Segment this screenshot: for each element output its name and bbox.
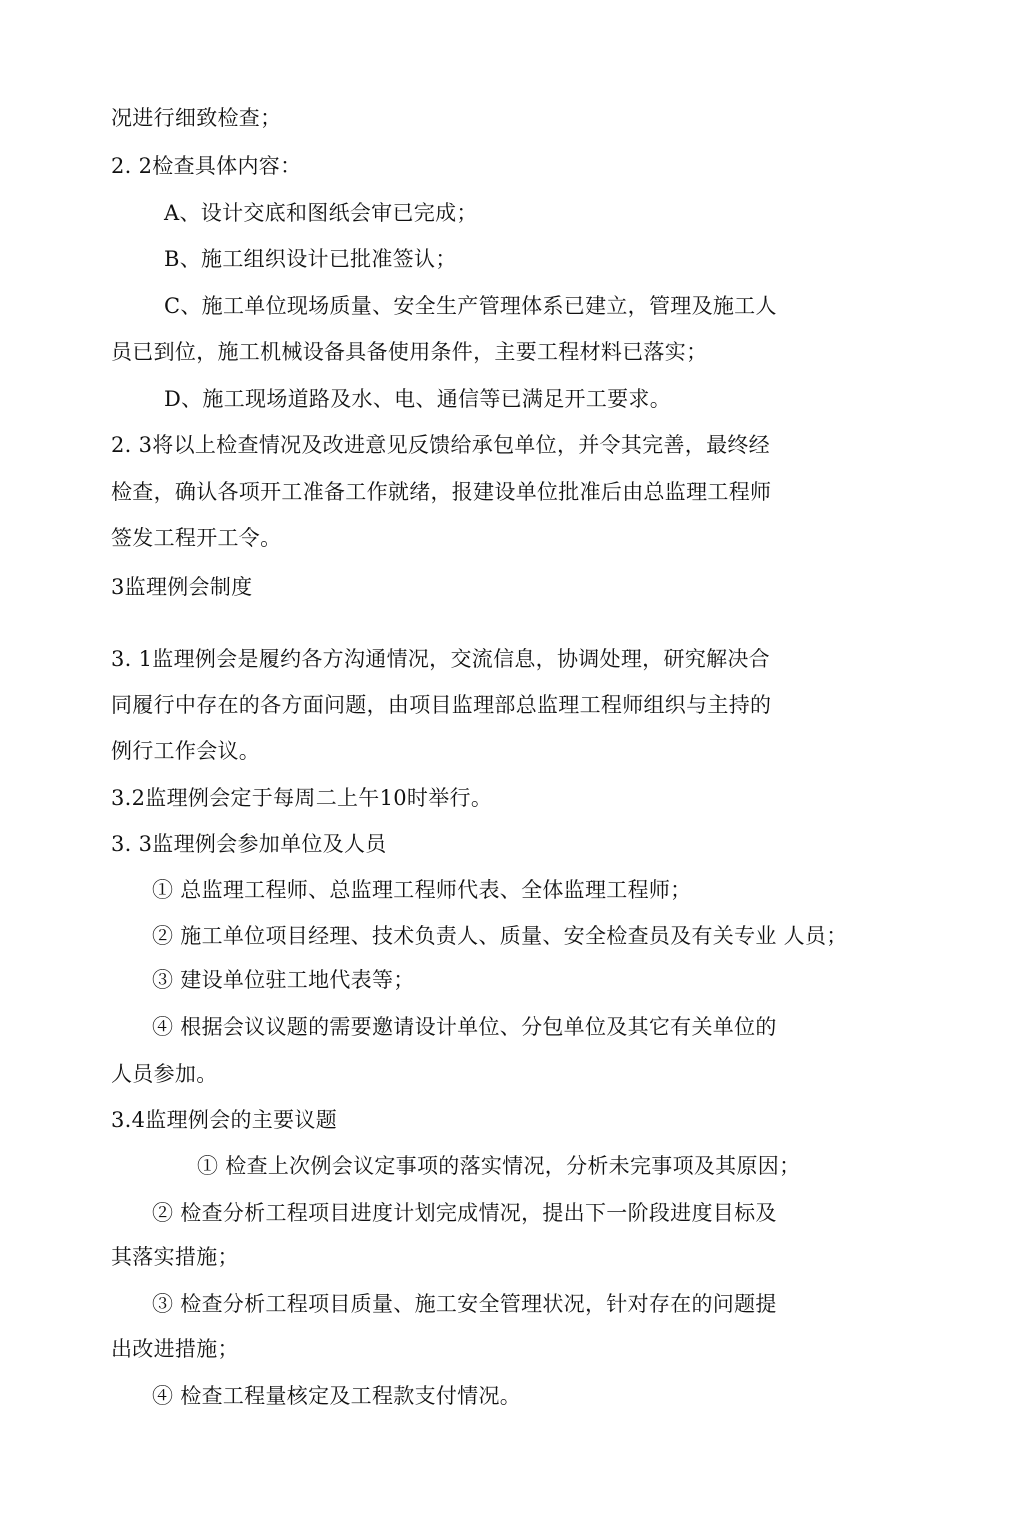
text-line: 检查，确认各项开工准备工作就绪，报建设单位批准后由总监理工程师 (111, 480, 772, 504)
chapter-heading: 3监理例会制度 (111, 575, 253, 599)
list-item: B、施工组织设计已批准签认； (164, 247, 457, 271)
list-item: ② 检查分析工程项目进度计划完成情况，提出下一阶段进度目标及 (152, 1201, 777, 1225)
section-paragraph: 3. 1监理例会是履约各方沟通情况，交流信息，协调处理，研究解决合 (111, 647, 770, 671)
text-line: 其落实措施； (111, 1245, 239, 1269)
section-heading: 3. 3监理例会参加单位及人员 (111, 832, 387, 856)
text-line: 出改进措施； (111, 1337, 239, 1361)
list-item: ① 检查上次例会议定事项的落实情况，分析未完事项及其原因； (197, 1154, 801, 1178)
list-item: ② 施工单位项目经理、技术负责人、质量、安全检查员及有关专业 人员； (152, 924, 848, 948)
list-item: D、施工现场道路及水、电、通信等已满足开工要求。 (164, 387, 672, 411)
section-heading: 2. 2检查具体内容： (111, 154, 302, 178)
list-item: ③ 检查分析工程项目质量、施工安全管理状况，针对存在的问题提 (152, 1292, 777, 1316)
list-item: A、设计交底和图纸会审已完成； (164, 201, 478, 225)
text-line: 员已到位，施工机械设备具备使用条件，主要工程材料已落实； (111, 340, 708, 364)
text-line: 签发工程开工令。 (111, 526, 282, 550)
text-line: 同履行中存在的各方面问题，由项目监理部总监理工程师组织与主持的 (111, 693, 772, 717)
list-item: C、施工单位现场质量、安全生产管理体系已建立，管理及施工人 (164, 294, 777, 318)
text-line: 人员参加。 (111, 1062, 218, 1086)
section-paragraph: 2. 3将以上检查情况及改进意见反馈给承包单位，并令其完善，最终经 (111, 433, 770, 457)
text-line: 例行工作会议。 (111, 739, 261, 763)
list-item: ① 总监理工程师、总监理工程师代表、全体监理工程师； (152, 878, 692, 902)
list-item: ④ 检查工程量核定及工程款支付情况。 (152, 1384, 522, 1408)
section-paragraph: 3.2监理例会定于每周二上午10时举行。 (111, 786, 493, 810)
list-item: ③ 建设单位驻工地代表等； (152, 968, 415, 992)
section-heading: 3.4监理例会的主要议题 (111, 1108, 337, 1132)
text-line: 况进行细致检查； (111, 106, 282, 130)
list-item: ④ 根据会议议题的需要邀请设计单位、分包单位及其它有关单位的 (152, 1015, 777, 1039)
